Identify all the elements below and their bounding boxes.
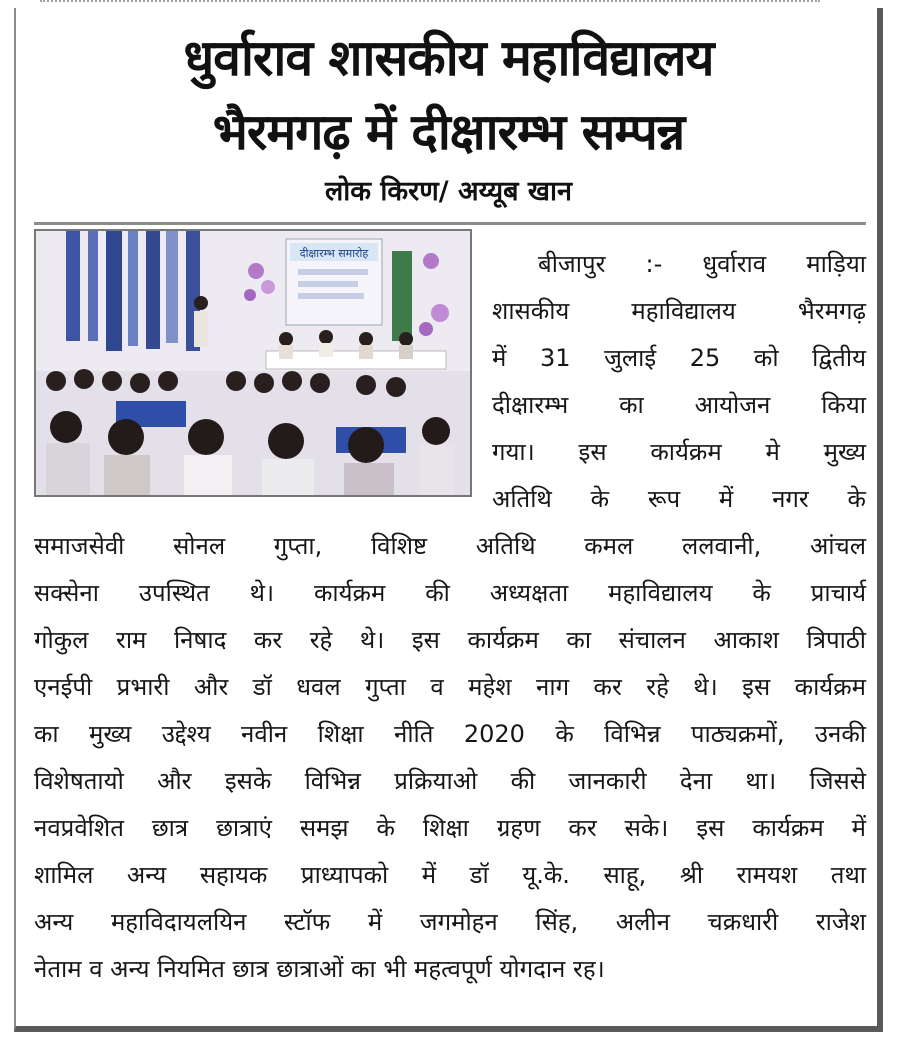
article-body-line: अन्य महाविदायलयिन स्टॉफ में जगमोहन सिंह, अलीन चक्रधारी राजेश xyxy=(34,908,866,936)
divider-rule xyxy=(34,222,866,225)
headline-line-2: भैरमगढ़ में दीक्षारम्भ सम्पन्न xyxy=(212,103,685,161)
article-body-line: समाजसेवी सोनल गुप्ता, विशिष्ट अतिथि कमल ललवानी, आंचल xyxy=(34,532,866,560)
event-photo xyxy=(34,229,472,497)
article-body-line: सक्सेना उपस्थित थे। कार्यक्रम की अध्यक्षता महाविद्यालय के प्राचार्य xyxy=(34,579,866,607)
article-body-line: गया। इस कार्यक्रम मे मुख्य xyxy=(492,438,866,466)
byline: लोक किरण/ अय्यूब खान xyxy=(324,176,572,207)
article-body-line: बीजापुर :- धुर्वाराव माड़िया xyxy=(538,250,866,278)
article-body-line: विशेषतायो और इसके विभिन्न प्रक्रियाओ की जानकारी देना था। जिससे xyxy=(34,767,866,795)
article-body-line: एनईपी प्रभारी और डॉ धवल गुप्ता व महेश नाग कर रहे थे। इस कार्यक्रम xyxy=(34,673,866,701)
article-body-line: गोकुल राम निषाद कर रहे थे। इस कार्यक्रम का संचालन आकाश त्रिपाठी xyxy=(34,626,866,654)
event-photo-illustration xyxy=(36,231,470,495)
headline-line-1: धुर्वाराव शासकीय महाविद्यालय xyxy=(183,29,714,87)
article-body-line: में 31 जुलाई 25 को द्वितीय xyxy=(492,344,866,372)
article-body-line: अतिथि के रूप में नगर के xyxy=(492,485,866,513)
article-body-line: शामिल अन्य सहायक प्राध्यापको में डॉ यू.के. साहू, श्री रामयश तथा xyxy=(34,861,866,889)
article-body-line: का मुख्य उद्देश्य नवीन शिक्षा नीति 2020 के विभिन्न पाठ्यक्रमों, उनकी xyxy=(34,720,866,748)
banner-text: दीक्षारम्भ समारोह xyxy=(299,247,369,260)
clipping-top-edge xyxy=(40,0,820,7)
article-body-line: दीक्षारम्भ का आयोजन किया xyxy=(492,391,866,419)
article-body-line: नेताम व अन्य नियमित छात्र छात्राओं का भी महत्वपूर्ण योगदान रह। xyxy=(34,955,605,983)
article-body-line: शासकीय महाविद्यालय भैरमगढ़ xyxy=(492,297,866,325)
article-body-line: नवप्रवेशित छात्र छात्राएं समझ के शिक्षा ग्रहण कर सके। इस कार्यक्रम में xyxy=(34,814,866,842)
